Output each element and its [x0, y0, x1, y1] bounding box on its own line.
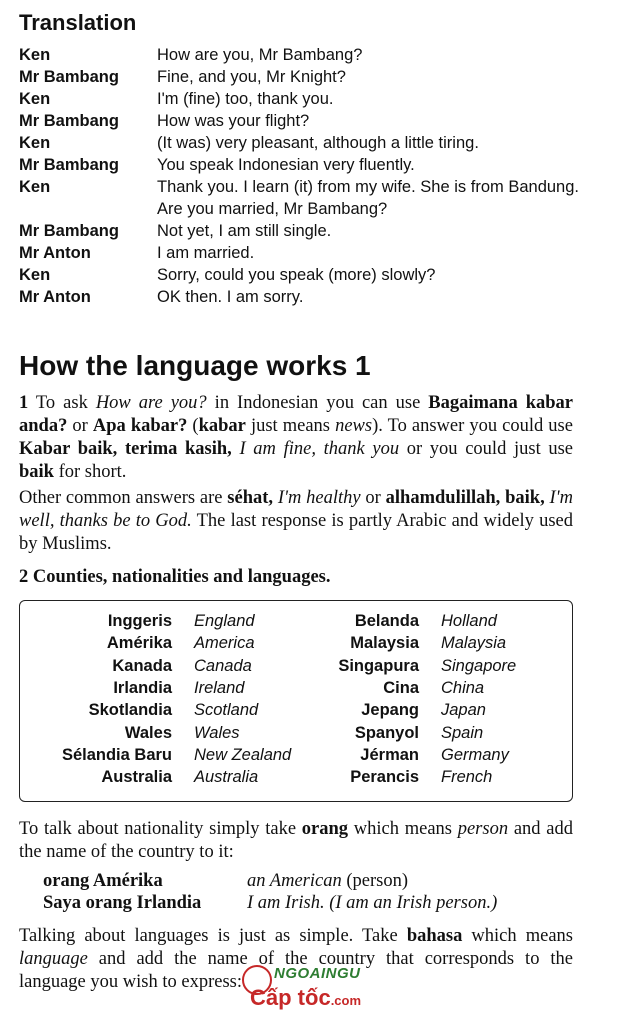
country-english: Malaysia — [441, 634, 507, 653]
country-indonesian: Australia — [101, 768, 172, 787]
text-run: in Indonesian you can use — [206, 393, 429, 413]
country-row — [20, 610, 572, 632]
country-indonesian: Skotlandia — [88, 701, 172, 720]
watermark-bottom-text — [250, 985, 361, 1011]
country-row — [20, 699, 572, 721]
example-indonesian: Saya orang Irlandia — [43, 893, 202, 913]
speaker-name: Ken — [19, 46, 51, 64]
country-indonesian: Singapura — [338, 656, 419, 675]
dialogue-text: I'm (fine) too, thank you. — [157, 90, 334, 108]
dialogue-line — [19, 110, 579, 132]
text-run: bahasa — [406, 926, 463, 946]
text-run: The last response is partly Arabic and widely used by Muslims. — [19, 511, 573, 554]
text-run: which means — [348, 819, 458, 839]
translation-heading: Translation — [19, 10, 137, 35]
speaker-name: Mr Anton — [19, 244, 91, 262]
text-run: Bagaimana kabar anda? — [19, 393, 573, 436]
dialogue-line — [19, 154, 579, 176]
dialogue-line — [19, 44, 579, 66]
text-run: To talk about nationality simply take — [19, 819, 302, 839]
text-run: news — [335, 416, 373, 436]
dialogue-text: How was your flight? — [157, 112, 310, 130]
country-english: Australia — [194, 768, 259, 787]
dialogue-line — [19, 132, 579, 154]
country-indonesian: Amérika — [106, 634, 172, 653]
country-english: New Zealand — [194, 745, 292, 764]
country-table — [19, 600, 573, 802]
text-run: séhat, — [227, 488, 274, 508]
country-english: Holland — [441, 612, 497, 630]
dialogue-line — [19, 88, 579, 110]
text-run: ( — [187, 416, 199, 436]
country-english: Canada — [194, 656, 252, 675]
text-run: Talking about languages is just as simple. Take — [19, 926, 407, 946]
text-run: orang — [301, 819, 349, 839]
country-indonesian: Inggeris — [107, 612, 172, 630]
text-run: language — [19, 949, 88, 969]
dialogue-line — [19, 242, 579, 264]
speaker-name: Ken — [19, 266, 51, 284]
paragraph-other-answers — [19, 487, 573, 556]
dialogue-text: You speak Indonesian very fluently. — [157, 156, 415, 174]
speaker-name: Mr Bambang — [19, 156, 119, 174]
country-indonesian: Perancis — [350, 768, 419, 787]
country-english: Wales — [194, 723, 240, 742]
country-indonesian: Malaysia — [350, 634, 419, 653]
dialogue-text: Fine, and you, Mr Knight? — [157, 68, 346, 86]
watermark-suffix: .com — [330, 993, 362, 1008]
paragraph-nationality — [19, 818, 573, 864]
country-english: Ireland — [194, 678, 245, 697]
country-row — [20, 744, 572, 766]
country-indonesian: Jepang — [361, 701, 419, 720]
text-run: or — [67, 416, 93, 436]
text-run: I am fine, thank you — [239, 439, 400, 459]
dialogue-text: OK then. I am sorry. — [157, 288, 304, 306]
dialogue-line — [19, 286, 579, 308]
text-run: How are you? — [95, 393, 207, 413]
country-english: China — [441, 678, 485, 697]
text-run: (person) — [341, 871, 408, 891]
country-indonesian: Irlandia — [113, 678, 172, 697]
watermark-top-text: NGOAINGU — [274, 965, 361, 982]
country-english: America — [194, 634, 255, 653]
text-run: Other common answers are — [19, 488, 228, 508]
country-english: Singapore — [441, 656, 517, 675]
watermark-logo — [232, 963, 382, 1023]
text-run: ). To answer you could use — [372, 416, 573, 436]
section-heading: How the language works 1 — [19, 350, 371, 381]
text-run: or — [360, 488, 386, 508]
text-run: I'm well, thanks be to God. — [19, 488, 573, 531]
country-row — [20, 677, 572, 699]
text-run: To ask — [28, 393, 96, 413]
speaker-name: Ken — [19, 178, 51, 196]
paragraph-how-are-you — [19, 392, 573, 484]
dialogue-line — [19, 264, 579, 286]
country-indonesian: Kanada — [112, 656, 172, 675]
example-translation — [247, 870, 408, 892]
country-indonesian: Jérman — [360, 745, 419, 764]
text-run: an American — [247, 871, 342, 891]
dialogue-text: Sorry, could you speak (more) slowly? — [157, 266, 436, 284]
country-row — [20, 632, 572, 654]
country-row — [20, 766, 572, 788]
text-run: baik — [19, 462, 54, 482]
country-english: Germany — [441, 745, 509, 764]
country-english: Scotland — [194, 701, 259, 720]
text-run: and add the name of the country to it: — [19, 819, 573, 862]
text-run: Kabar baik, terima kasih, — [19, 439, 232, 459]
dialogue-text: Not yet, I am still single. — [157, 222, 332, 240]
country-english: England — [194, 612, 255, 630]
speaker-name: Ken — [19, 134, 51, 152]
text-run: which means — [462, 926, 573, 946]
watermark-bottom-word: Cấp tốc — [250, 985, 331, 1010]
text-run: just means — [245, 416, 336, 436]
text-run: alhamdulillah, baik, — [385, 488, 545, 508]
text-run: for short. — [53, 462, 127, 482]
example-row — [43, 892, 583, 914]
dialogue-text: How are you, Mr Bambang? — [157, 46, 363, 64]
country-indonesian: Cina — [383, 678, 419, 697]
speaker-name: Mr Anton — [19, 288, 91, 306]
speaker-name: Ken — [19, 90, 51, 108]
dialogue-text: Thank you. I learn (it) from my wife. She is from Bandung. Are you married, Mr Bambang? — [157, 178, 579, 218]
text-run: Apa kabar? — [92, 416, 188, 436]
paragraph-countries-heading: 2 Counties, nationalities and languages. — [19, 567, 331, 587]
text-run: I'm healthy — [277, 488, 361, 508]
dialogue-text: (It was) very pleasant, although a little tiring. — [157, 134, 479, 152]
text-run: I am Irish. (I am an Irish person.) — [247, 893, 498, 913]
example-indonesian: orang Amérika — [43, 871, 163, 891]
dialogue-line — [19, 220, 579, 242]
dialogue-list — [19, 44, 579, 308]
text-run: kabar — [198, 416, 246, 436]
country-row — [20, 722, 572, 744]
dialogue-line — [19, 176, 579, 220]
text-run: or you could just use — [399, 439, 574, 459]
country-indonesian: Wales — [124, 723, 172, 742]
example-translation — [247, 892, 497, 914]
text-run: person — [457, 819, 509, 839]
example-row — [43, 870, 583, 892]
speaker-name: Mr Bambang — [19, 112, 119, 130]
speaker-name: Mr Bambang — [19, 68, 119, 86]
country-indonesian: Belanda — [354, 612, 419, 630]
country-row — [20, 655, 572, 677]
dialogue-text: I am married. — [157, 244, 255, 262]
country-english: Japan — [441, 701, 486, 720]
dialogue-line — [19, 66, 579, 88]
speaker-name: Mr Bambang — [19, 222, 119, 240]
country-english: Spain — [441, 723, 484, 742]
text-run: 1 — [19, 393, 29, 413]
country-english: French — [441, 768, 493, 787]
text-run: and add the name of the country that corresponds to the language you wish to express: — [19, 949, 573, 992]
country-indonesian: Sélandia Baru — [61, 745, 172, 764]
country-indonesian: Spanyol — [354, 723, 419, 742]
